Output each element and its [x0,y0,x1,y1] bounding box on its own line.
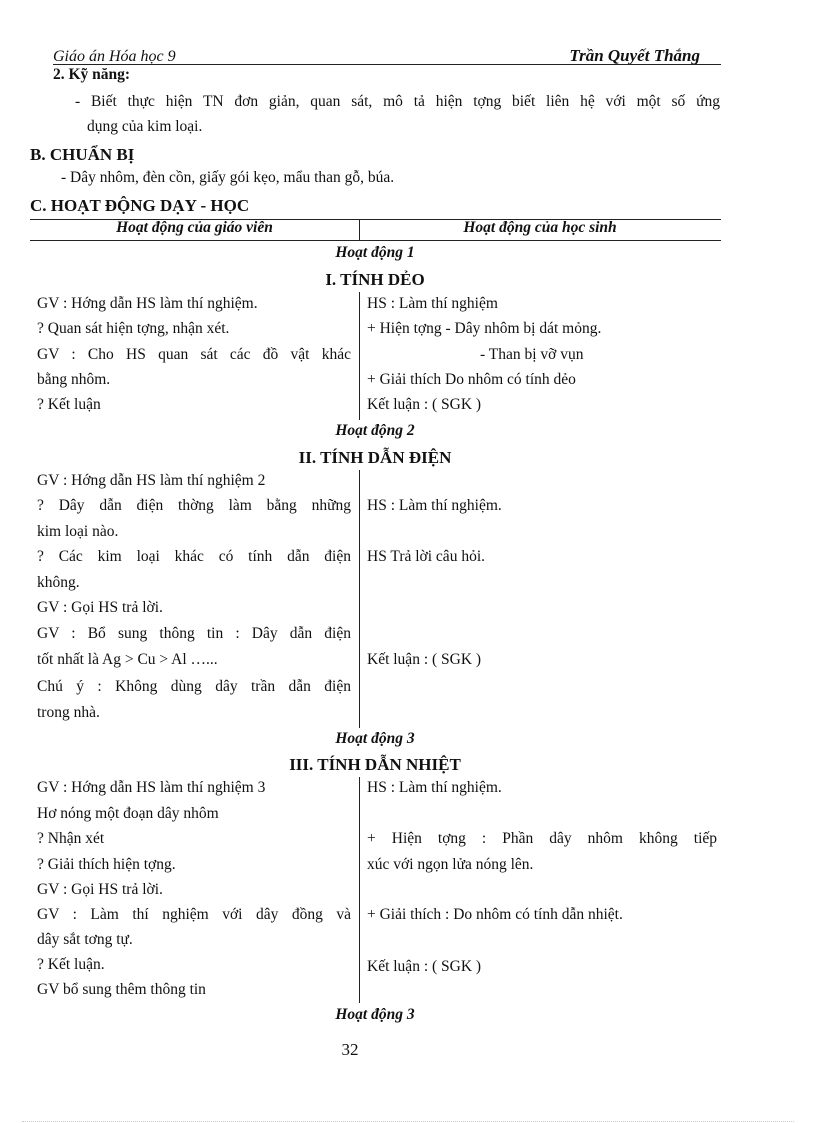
student-line: HS : Làm thí nghiệm [367,295,498,312]
teacher-line: không. [37,574,80,591]
table-header-rule [30,240,721,241]
student-line: + Giải thích : Do nhôm có tính dẫn nhiệt. [367,906,623,923]
student-line: Kết luận : ( SGK ) [367,651,482,668]
activity-1-subtitle: I. TÍNH DẺO [325,270,425,289]
teacher-line: ? Nhận xét [37,830,105,847]
teacher-line: GV bổ sung thêm thông tin [37,981,206,998]
skills-text-line1: - Biết thực hiện TN đơn giản, quan sát, mô tả hiện tợng biết liên hệ với một số ứng [75,93,720,110]
student-line: Kết luận : ( SGK ) [367,958,482,975]
activity-4-title: Hoạt động 3 [335,1006,415,1023]
teacher-line: ? Giải thích hiện tợng. [37,856,176,873]
teacher-line: ? Dây dẫn điện thờng làm bằng những [37,497,351,514]
teacher-line: tốt nhất là Ag > Cu > Al …... [37,651,218,668]
activity-3-title: Hoạt động 3 [335,730,415,747]
header-rule [53,64,721,65]
teacher-line: trong nhà. [37,704,100,721]
activity-3-subtitle: III. TÍNH DẪN NHIỆT [289,755,461,774]
student-line: + Hiện tợng - Dây nhôm bị dát mỏng. [367,320,602,337]
column-divider [359,292,360,420]
column-header-teacher: Hoạt động của giáo viên [116,219,273,236]
teacher-line: dây sắt tơng tự. [37,931,133,948]
skills-heading: 2. Kỹ năng: [53,66,131,83]
preparation-text: - Dây nhôm, đèn cồn, giấy gói kẹo, mẩu than gỗ, búa. [61,169,395,186]
skills-text-line2: dụng của kim loại. [87,118,203,135]
page-number: 32 [341,1040,359,1059]
activity-1-title: Hoạt động 1 [335,244,415,261]
teacher-line: ? Kết luận. [37,956,105,973]
teacher-line: ? Quan sát hiện tợng, nhận xét. [37,320,230,337]
page-bottom-border [22,1121,794,1122]
teacher-line: GV : Cho HS quan sát các đồ vật khác [37,346,351,363]
teacher-line: bằng nhôm. [37,371,111,388]
student-line: + Giải thích Do nhôm có tính dẻo [367,371,576,388]
student-line: - Than bị vỡ vụn [480,346,584,363]
student-line: + Hiện tợng : Phần dây nhôm không tiếp [367,830,717,847]
student-line: Kết luận : ( SGK ) [367,396,482,413]
header-subject: Giáo án Hóa học 9 [53,48,176,65]
column-divider [359,777,360,1003]
teacher-line: GV : Làm thí nghiệm với dây đồng và [37,906,351,923]
teacher-line: Chú ý : Không dùng dây trần dẫn điện [37,678,351,695]
student-line: HS : Làm thí nghiệm. [367,779,502,796]
student-line: xúc với ngọn lửa nóng lên. [367,856,534,873]
teacher-line: GV : Gọi HS trả lời. [37,599,163,616]
teacher-line: kim loại nào. [37,523,119,540]
student-line: HS Trả lời câu hỏi. [367,548,485,565]
section-activities: C. HOẠT ĐỘNG DẠY - HỌC [30,196,250,215]
teacher-line: GV : Gọi HS trả lời. [37,881,163,898]
teacher-line: GV : Bổ sung thông tin : Dây dẫn điện [37,625,351,642]
teacher-line: GV : Hớng dẫn HS làm thí nghiệm 2 [37,472,266,489]
student-line: HS : Làm thí nghiệm. [367,497,502,514]
column-divider [359,219,360,240]
teacher-line: GV : Hớng dẫn HS làm thí nghiệm 3 [37,779,266,796]
header-author: Trần Quyết Thắng [569,46,700,65]
teacher-line: ? Các kim loại khác có tính dẫn điện [37,548,351,565]
activity-2-title: Hoạt động 2 [335,422,415,439]
teacher-line: ? Kết luận [37,396,101,413]
column-divider [359,470,360,728]
column-header-student: Hoạt động của học sinh [463,219,617,236]
section-preparation: B. CHUẨN BỊ [30,145,135,164]
teacher-line: Hơ nóng một đoạn dây nhôm [37,805,219,822]
teacher-line: GV : Hớng dẫn HS làm thí nghiệm. [37,295,258,312]
activity-2-subtitle: II. TÍNH DẪN ĐIỆN [298,448,452,467]
